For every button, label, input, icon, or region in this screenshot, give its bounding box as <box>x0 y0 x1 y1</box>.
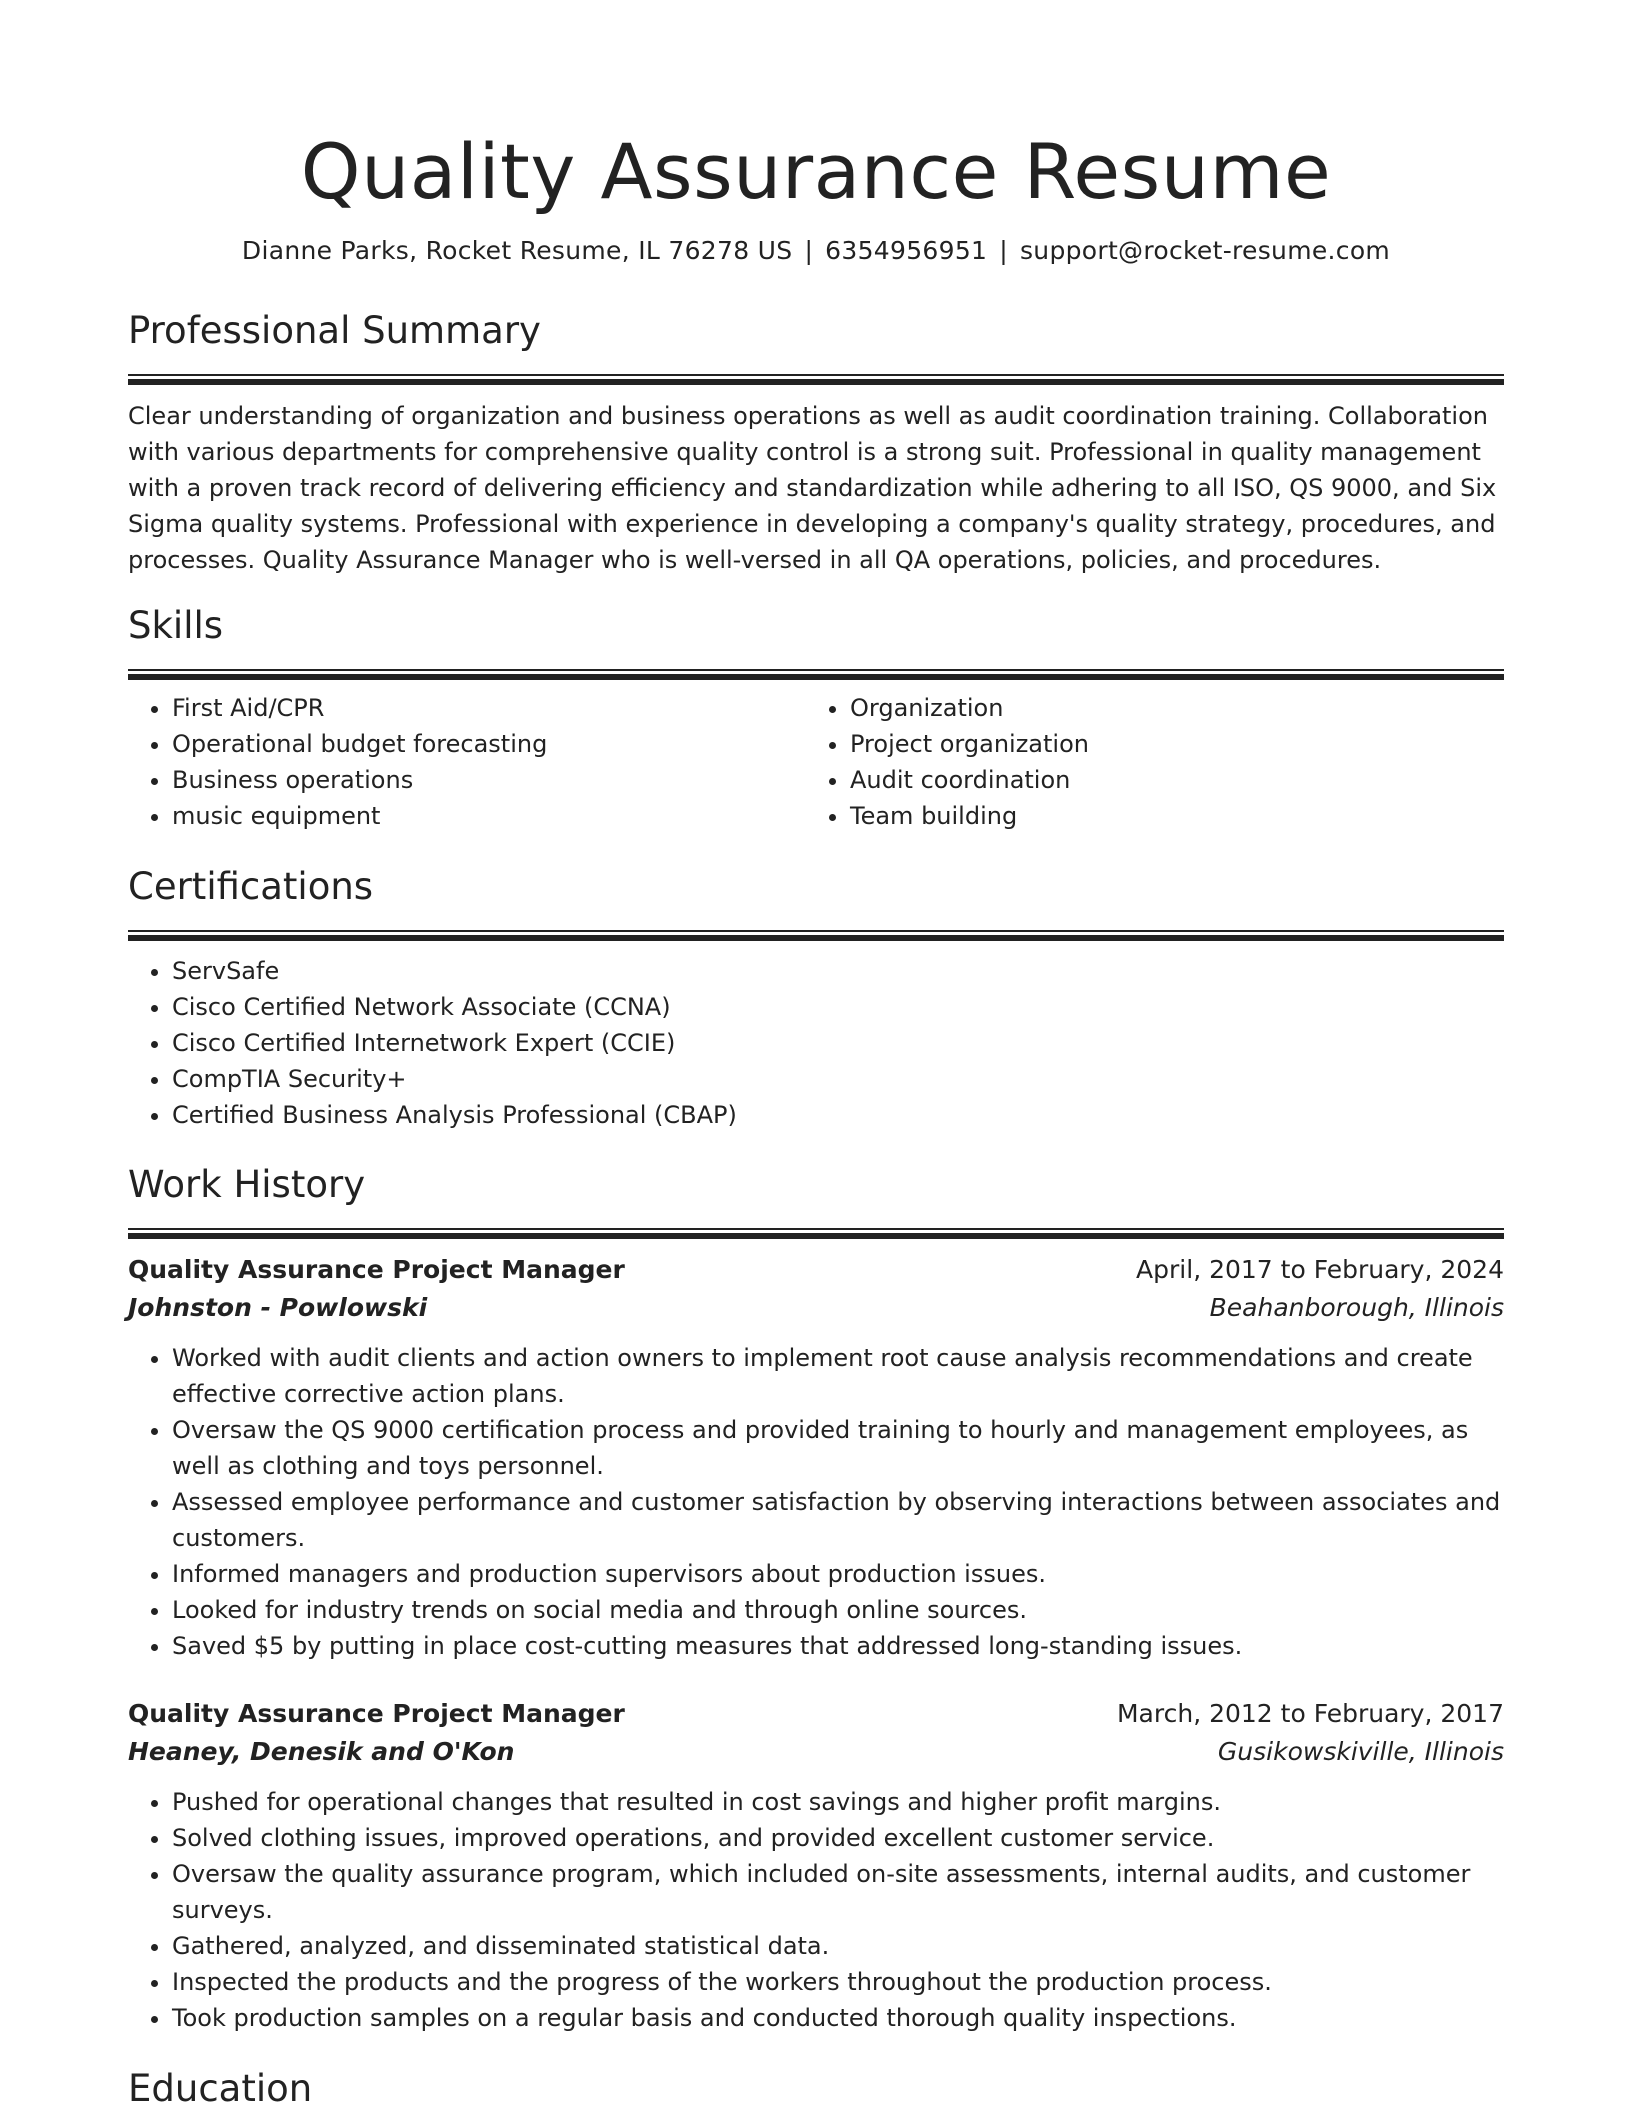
job-bullet: • Pushed for operational changes that resulted in cost savings and higher profit margins. <box>172 1784 1504 1820</box>
contact-separator: | <box>804 236 814 265</box>
job-bullet: • Informed managers and production supervisors about production issues. <box>172 1556 1504 1592</box>
job-title: Quality Assurance Project Manager <box>128 1699 625 1728</box>
job-company: Heaney, Denesik and O'Kon <box>128 1737 515 1766</box>
certification-item: • CompTIA Security+ <box>172 1061 1504 1097</box>
job-dates: March, 2012 to February, 2017 <box>1116 1699 1504 1728</box>
skill-item: • Project organization <box>850 726 1504 762</box>
job-location: Gusikowskiville, Illinois <box>1217 1737 1504 1766</box>
work-history-section <box>128 1160 1504 2036</box>
skill-item: • Operational budget forecasting <box>172 726 806 762</box>
education-heading: Education <box>128 2067 313 2110</box>
skill-item: • Team building <box>850 798 1504 834</box>
job-bullet: • Solved clothing issues, improved operations, and provided excellent customer service. <box>172 1820 1504 1856</box>
certifications-section <box>128 862 1504 1133</box>
job-company: Johnston - Powlowski <box>128 1293 428 1322</box>
job-bullet: • Worked with audit clients and action owners to implement root cause analysis recommendations and create effective corrective action plans. <box>172 1340 1504 1412</box>
job-bullet: • Gathered, analyzed, and disseminated statistical data. <box>172 1928 1504 1964</box>
contact-separator: | <box>999 236 1008 265</box>
skills-list-right <box>806 690 1504 834</box>
job-header <box>128 1695 1504 1733</box>
job-bullet: • Oversaw the QS 9000 certification process and provided training to hourly and management employees, as well as clothing and toys personnel. <box>172 1412 1504 1484</box>
contact-address: Dianne Parks, Rocket Resume, IL 76278 US <box>241 236 793 265</box>
section-divider <box>128 669 1504 680</box>
certification-item: • ServSafe <box>172 953 1504 989</box>
contact-email: support@rocket-resume.com <box>1019 236 1391 265</box>
job-bullet: • Looked for industry trends on social media and through online sources. <box>172 1592 1504 1628</box>
certification-item: • Certified Business Analysis Professional (CBAP) <box>172 1097 1504 1133</box>
skills-list-left <box>128 690 806 834</box>
job-bullets <box>128 1340 1504 1664</box>
job-bullet: • Saved $5 by putting in place cost-cutting measures that addressed long-standing issues. <box>172 1628 1504 1664</box>
certification-item: • Cisco Certified Internetwork Expert (CCIE) <box>172 1025 1504 1061</box>
education-section <box>128 2064 1504 2114</box>
skill-item: • Audit coordination <box>850 762 1504 798</box>
job-bullet: • Oversaw the quality assurance program, which included on-site assessments, internal audits, and customer surveys. <box>172 1856 1504 1928</box>
certifications-list <box>128 953 1504 1133</box>
certification-item: • Cisco Certified Network Associate (CCNA) <box>172 989 1504 1025</box>
certifications-heading: Certifications <box>128 865 374 908</box>
summary-section <box>128 306 1504 578</box>
resume-page <box>128 0 1504 2114</box>
job-title: Quality Assurance Project Manager <box>128 1255 625 1284</box>
job-subheader <box>128 1733 1504 1771</box>
skills-grid <box>128 690 1504 834</box>
skills-section <box>128 601 1504 834</box>
contact-line <box>128 233 1504 269</box>
skill-item: • First Aid/CPR <box>172 690 806 726</box>
section-divider <box>128 374 1504 385</box>
job-header <box>128 1251 1504 1289</box>
work-history-heading: Work History <box>128 1163 366 1206</box>
job-bullets <box>128 1784 1504 2036</box>
summary-heading: Professional Summary <box>128 309 541 352</box>
skills-heading: Skills <box>128 604 224 647</box>
job-bullet: • Assessed employee performance and customer satisfaction by observing interactions between associates and customers. <box>172 1484 1504 1556</box>
job-bullet: • Inspected the products and the progress of the workers throughout the production process. <box>172 1964 1504 2000</box>
contact-phone: 6354956951 <box>825 236 988 265</box>
section-divider <box>128 930 1504 941</box>
job-dates: April, 2017 to February, 2024 <box>1136 1255 1504 1284</box>
skill-item: • Business operations <box>172 762 806 798</box>
job-entry <box>128 1695 1504 2036</box>
resume-title: Quality Assurance Resume <box>300 127 1332 216</box>
job-location: Beahanborough, Illinois <box>1209 1293 1504 1322</box>
skill-item: • Organization <box>850 690 1504 726</box>
job-bullet: • Took production samples on a regular basis and conducted thorough quality inspections. <box>172 2000 1504 2036</box>
section-divider <box>128 1228 1504 1239</box>
job-subheader <box>128 1289 1504 1327</box>
summary-text: Clear understanding of organization and business operations as well as audit coordination training. Collaboration with various departments for comprehensive quality control is a strong suit. Professional in quality management with a proven track record of delivering efficiency and standardization while adhering to all ISO, QS 9000, and Six Sigma quality systems. Professional with experience in developing a company's quality strategy, procedures, and processes. Quality Assurance Manager who is well-versed in all QA operations, policies, and procedures. <box>128 402 1497 574</box>
job-entry <box>128 1251 1504 1664</box>
skill-item: • music equipment <box>172 798 806 834</box>
